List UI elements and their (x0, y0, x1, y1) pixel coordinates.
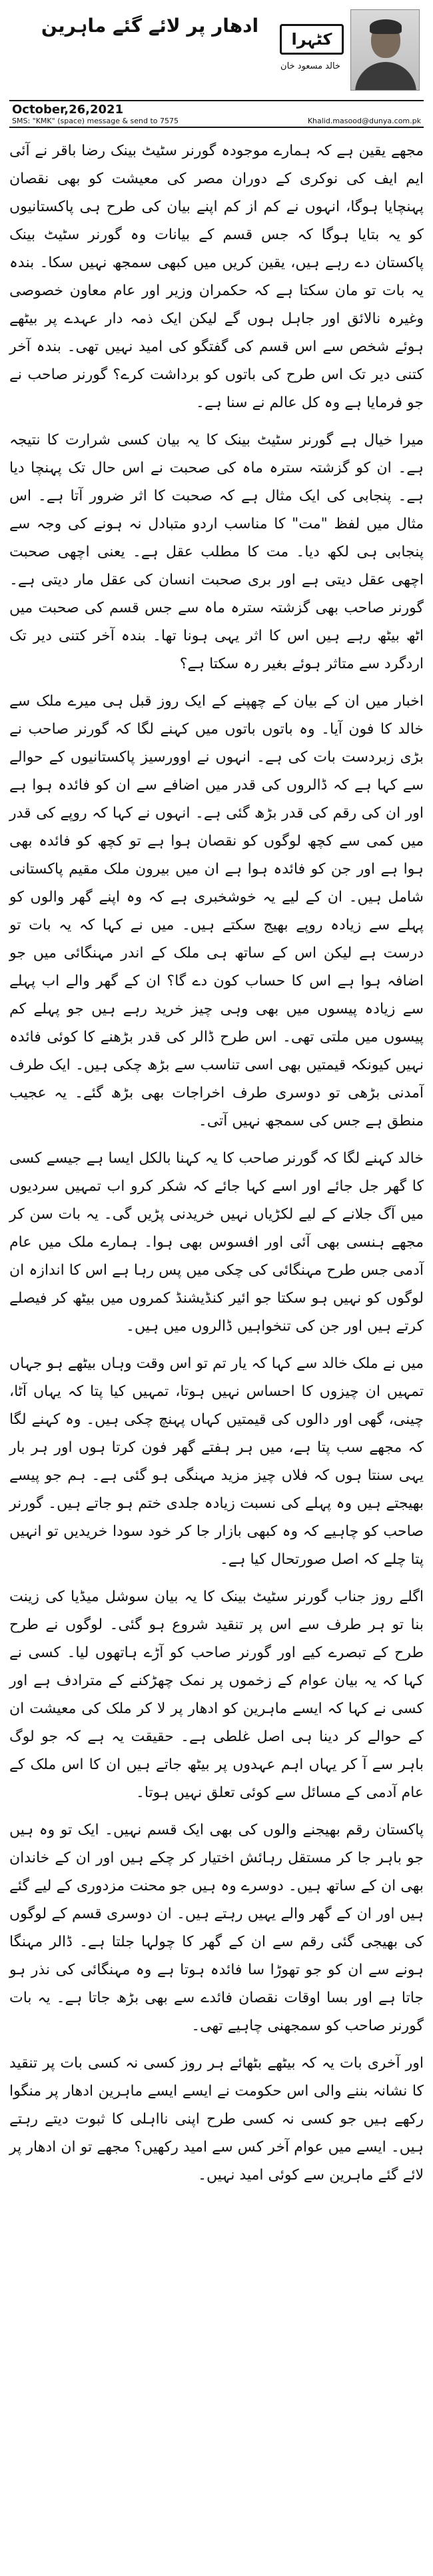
article-paragraph: مجھے یقین ہے کہ ہمارے موجودہ گورنر سٹیٹ بینک رضا باقر نے آئی ایم ایف کی نوکری کے دوران مصر کی معیشت کو بھی نقصان پہنچایا ہوگا، انہوں نے کم از کم اپنے بیان کی طرح ہی پاکستانیوں کو یہ بتایا ہوگا کہ جس قسم کے بیانات وہ گورنر سٹیٹ بینک پاکستان دے رہے ہیں، یقین کریں میں کبھی سمجھ نہیں سکا۔ بندہ یہ بات تو مان سکتا ہے کہ حکمران وزیر اور عام معاون خصوصی وغیرہ نالائق اور جاہل ہوں گے لیکن ایک ذمہ دار عہدے پر بیٹھے ہوئے شخص سے اس قسم کی گفتگو کی امید نہیں تھی۔ بندہ آخر کتنی دیر تک اس طرح کی باتوں کو برداشت کرے؟ گورنر صاحب نے جو فرمایا ہے وہ کل عالم نے سنا ہے۔ (9, 143, 424, 411)
article-paragraph: اور آخری بات یہ کہ بیٹھے بٹھائے ہر روز کسی نہ کسی بات پر تنقید کا نشانہ بننے والی اس حکومت نے ایسے ایسے ماہرین ادھار پر منگوا رکھے ہیں جو کسی نہ کسی طرح اپنی نااہلی کا ثبوت دیتے رہتے ہیں۔ ایسے میں عوام آخر کس سے امید رکھیں؟ مجھے تو ان ادھار پر لائے گئے ماہرین سے کوئی امید نہیں۔ (9, 2055, 424, 2184)
article-paragraph: اخبار میں ان کے بیان کے چھپنے کے ایک روز قبل ہی میرے ملک سے خالد کا فون آیا۔ وہ باتوں باتوں میں کہنے لگا کہ گورنر صاحب نے بڑی زبردست بات کی ہے۔ انہوں نے اوورسیز پاکستانیوں کے حوالے سے کہا ہے کہ ڈالروں کی قدر میں اضافے سے ان کو فائدہ ہوا ہے اور ان کی رقم کی قدر بڑھ گئی ہے۔ انہوں نے کہا کہ روپے کی قدر میں کمی سے کچھ لوگوں کو نقصان ہوا ہے تو کچھ کو فائدہ بھی ہوا ہے اور جن کو فائدہ ہوا ہے ان میں بیرون ملک مقیم پاکستانی شامل ہیں۔ ان کے لیے یہ خوشخبری ہے کہ وہ اپنے گھر والوں کو پہلے سے زیادہ روپے بھیج سکتے ہیں۔ میں نے کہا کہ یہ بات تو درست ہے لیکن اس کے ساتھ ہی ملک کے اندر مہنگائی میں جو اضافہ ہوا ہے اس کا حساب کون دے گا؟ ان کے گھر والے اب پہلے سے زیادہ پیسوں میں بھی وہی چیز خرید رہے ہیں جو پہلے کم پیسوں میں ملتی تھی۔ اس طرح ڈالر کی قدر بڑھنے کا کوئی فائدہ نہیں کیونکہ قیمتیں بھی اسی تناسب سے بڑھ چکی ہیں۔ ایک طرف آمدنی بڑھی تو دوسری طرف اخراجات بھی بڑھ گئے۔ یہ عجیب منطق ہے جس کی سمجھ نہیں آتی۔ (9, 693, 424, 1129)
article-paragraph: اگلے روز جناب گورنر سٹیٹ بینک کا یہ بیان سوشل میڈیا کی زینت بنا تو ہر طرف سے اس پر تنقید شروع ہو گئی۔ لوگوں نے طرح طرح کے تبصرے کیے اور گورنر صاحب کو آڑے ہاتھوں لیا۔ کسی نے کہا کہ یہ بیان عوام کے زخموں پر نمک چھڑکنے کے مترادف ہے اور کسی نے کہا کہ ایسے ماہرین کو ادھار پر لا کر ملک کی معیشت ان کے حوالے کر دینا ہی اصل غلطی ہے۔ حقیقت یہ ہے کہ جو لوگ باہر سے آ کر یہاں اہم عہدوں پر بیٹھ جاتے ہیں ان کا اس ملک کے عام آدمی کے مسائل سے کوئی تعلق نہیں ہوتا۔ (9, 1589, 424, 1801)
article-paragraph: میں نے ملک خالد سے کہا کہ یار تم تو اس وقت وہاں بیٹھے ہو جہاں تمہیں ان چیزوں کا احساس نہیں ہوتا، تمہیں کیا پتا کہ یہاں آٹا، چینی، گھی اور دالوں کی قیمتیں کہاں پہنچ چکی ہیں۔ وہ کہنے لگا کہ مجھے سب پتا ہے، میں ہر ہفتے گھر فون کرتا ہوں اور ہر بار یہی سنتا ہوں کہ فلاں چیز مزید مہنگی ہو گئی ہے۔ ہم جو پیسے بھیجتے ہیں وہ پہلے کی نسبت زیادہ جلدی ختم ہو جاتے ہیں۔ گورنر صاحب کو چاہیے کہ وہ کبھی بازار جا کر خود سودا خریدیں تو انہیں پتا چلے کہ اصل صورتحال کیا ہے۔ (9, 1355, 424, 1568)
column-date: October,26,2021 (12, 103, 124, 117)
article-paragraph: میرا خیال ہے گورنر سٹیٹ بینک کا یہ بیان کسی شرارت کا نتیجہ ہے۔ ان کو گزشتہ سترہ ماہ کی صحبت نے اس حال تک پہنچا دیا ہے۔ پنجابی کی ایک مثال ہے کہ صحبت کا اثر ضرور آتا ہے۔ اس مثال میں لفظ "مت" کا مناسب اردو متبادل نہ ہونے کی وجہ سے پنجابی ہی لکھ دیا۔ مت کا مطلب عقل ہے۔ یعنی اچھی صحبت اچھی عقل دیتی ہے اور بری صحبت انسان کی عقل مار دیتی ہے۔ گورنر صاحب بھی گزشتہ سترہ ماہ سے جس قسم کی صحبت میں اٹھ بیٹھ رہے ہیں اس کا اثر یہی ہونا تھا۔ بندہ آخر کتنی دیر تک اردگرد سے متاثر ہوئے بغیر رہ سکتا ہے؟ (9, 432, 424, 672)
sms-instruction: SMS: "KMK" (space) message & send to 7575 (12, 117, 179, 125)
article-body (9, 137, 424, 2199)
column-logo: کٹہرا (280, 24, 344, 55)
column-headline: ادھار پر لائے گئے ماہرین (41, 15, 259, 37)
article-paragraph: خالد کہنے لگا کہ گورنر صاحب کا یہ کہنا بالکل ایسا ہے جیسے کسی کا گھر جل جائے اور اسے کہا جائے کہ شکر کرو اب تمہیں سردیوں میں آگ جلانے کے لیے لکڑیاں نہیں خریدنی پڑیں گی۔ یہ بات سن کر مجھے ہنسی بھی آئی اور افسوس بھی ہوا۔ ہمارے ملک میں عام آدمی جس طرح مہنگائی کی چکی میں پس رہا ہے اس کا اندازہ ان لوگوں کو نہیں ہو سکتا جو ائیر کنڈیشنڈ کمروں میں بیٹھ کر فیصلے کرتے ہیں اور جن کی تنخواہیں ڈالروں میں ہیں۔ (9, 1150, 424, 1335)
article-paragraph: پاکستان رقم بھیجنے والوں کی بھی ایک قسم نہیں۔ ایک تو وہ ہیں جو باہر جا کر مستقل رہائش اختیار کر چکے ہیں اور ان کے خاندان بھی ان کے ساتھ ہیں۔ دوسرے وہ ہیں جو محنت مزدوری کے لیے گئے ہیں اور ان کے گھر والے یہیں رہتے ہیں۔ ان دوسری قسم کے لوگوں کی بھیجی گئی رقم سے ان کے گھر کا چولہا جلتا ہے۔ ڈالر مہنگا ہونے سے ان کو جو تھوڑا سا فائدہ ہوتا ہے وہ مہنگائی کی نذر ہو جاتا ہے اور بسا اوقات نقصان فائدے سے بھی بڑھ جاتا ہے۔ یہ بات گورنر صاحب کو سمجھنی چاہیے تھی۔ (9, 1822, 424, 2034)
column-info-bar (9, 100, 424, 128)
column-masthead (276, 4, 422, 97)
columnist-name: خالد مسعود خان (280, 61, 340, 71)
columnist-email: Khalid.masood@dunya.com.pk (307, 117, 421, 125)
columnist-photo (350, 9, 420, 91)
